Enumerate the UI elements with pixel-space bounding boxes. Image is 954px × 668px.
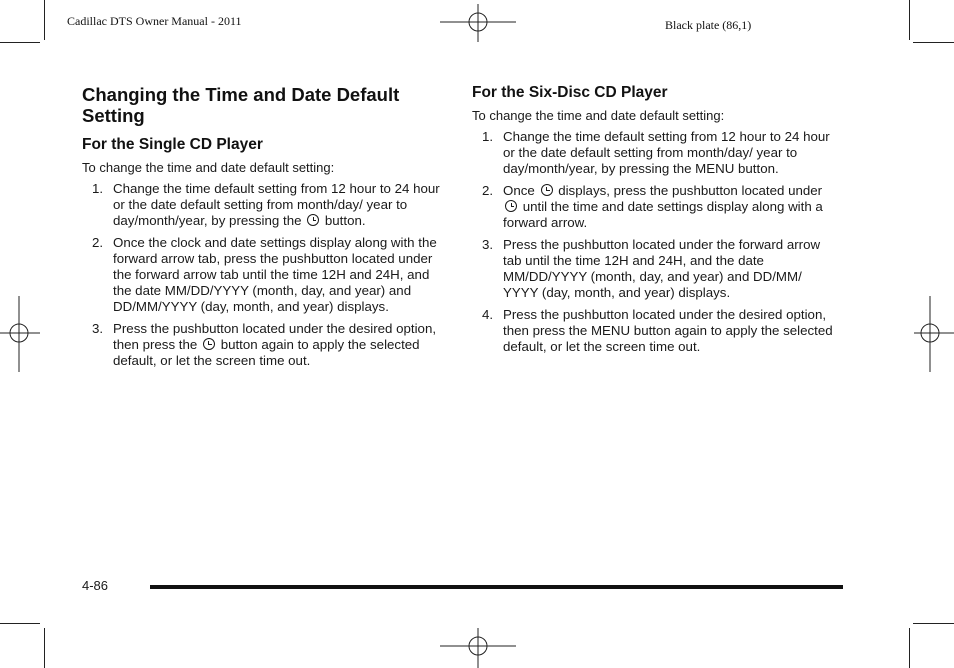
registration-mark-left <box>0 296 42 372</box>
registration-mark-right <box>912 296 954 372</box>
list-item: 2. Once the clock and date settings display along with the forward arrow tab, press the pushbutton located under the forward arrow tab until the time 12H and 24H, and the date MM/DD/YYYY (month, day, and year) and DD/MM/YYYY (day, month, and year) displays. <box>92 235 437 314</box>
list-item: 1. Change the time default setting from 12 hour to 24 hour or the date default setting from month/day/ year to day/month/year, by pressing the MENU button. <box>482 129 830 176</box>
clock-icon <box>307 214 319 226</box>
list-item: 1. Change the time default setting from 12 hour to 24 hour or the date default setting from month/day/ year to day/month/year, by pressing the button. <box>92 181 440 228</box>
list-item: 3. Press the pushbutton located under the forward arrow tab until the time 12H and 24H, and the date MM/DD/YYYY (month, day, and year) and DD/MM/ YYYY (day, month, and year) displays. <box>482 237 821 300</box>
print-header-left: Cadillac DTS Owner Manual - 2011 <box>67 14 242 28</box>
clock-icon <box>541 184 553 196</box>
print-header-right: Black plate (86,1) <box>665 18 752 32</box>
six-disc-subtitle: For the Six-Disc CD Player <box>472 84 668 101</box>
registration-mark-bottom <box>440 628 516 668</box>
single-cd-steps <box>82 181 448 369</box>
single-cd-subtitle: For the Single CD Player <box>82 136 263 153</box>
six-disc-intro: To change the time and date default setting: <box>472 108 725 123</box>
footer-rule <box>150 585 843 589</box>
page-number: 4-86 <box>82 578 109 593</box>
six-disc-steps <box>472 129 838 355</box>
clock-icon <box>203 338 215 350</box>
clock-icon <box>505 200 517 212</box>
list-item: 3. Press the pushbutton located under the desired option, then press the button again to apply the selected default, or let the screen time out. <box>92 321 437 368</box>
list-item: 2. Once displays, press the pushbutton located under until the time and date settings display along with a forward arrow. <box>482 183 823 230</box>
list-item: 4. Press the pushbutton located under the desired option, then press the MENU button again to apply the selected default, or let the screen time out. <box>482 307 833 354</box>
section-title: Changing the Time and Date Default Setting <box>82 84 400 126</box>
left-column <box>82 84 448 375</box>
registration-mark-top <box>440 4 516 44</box>
single-cd-intro: To change the time and date default setting: <box>82 160 335 175</box>
right-column <box>472 84 838 361</box>
